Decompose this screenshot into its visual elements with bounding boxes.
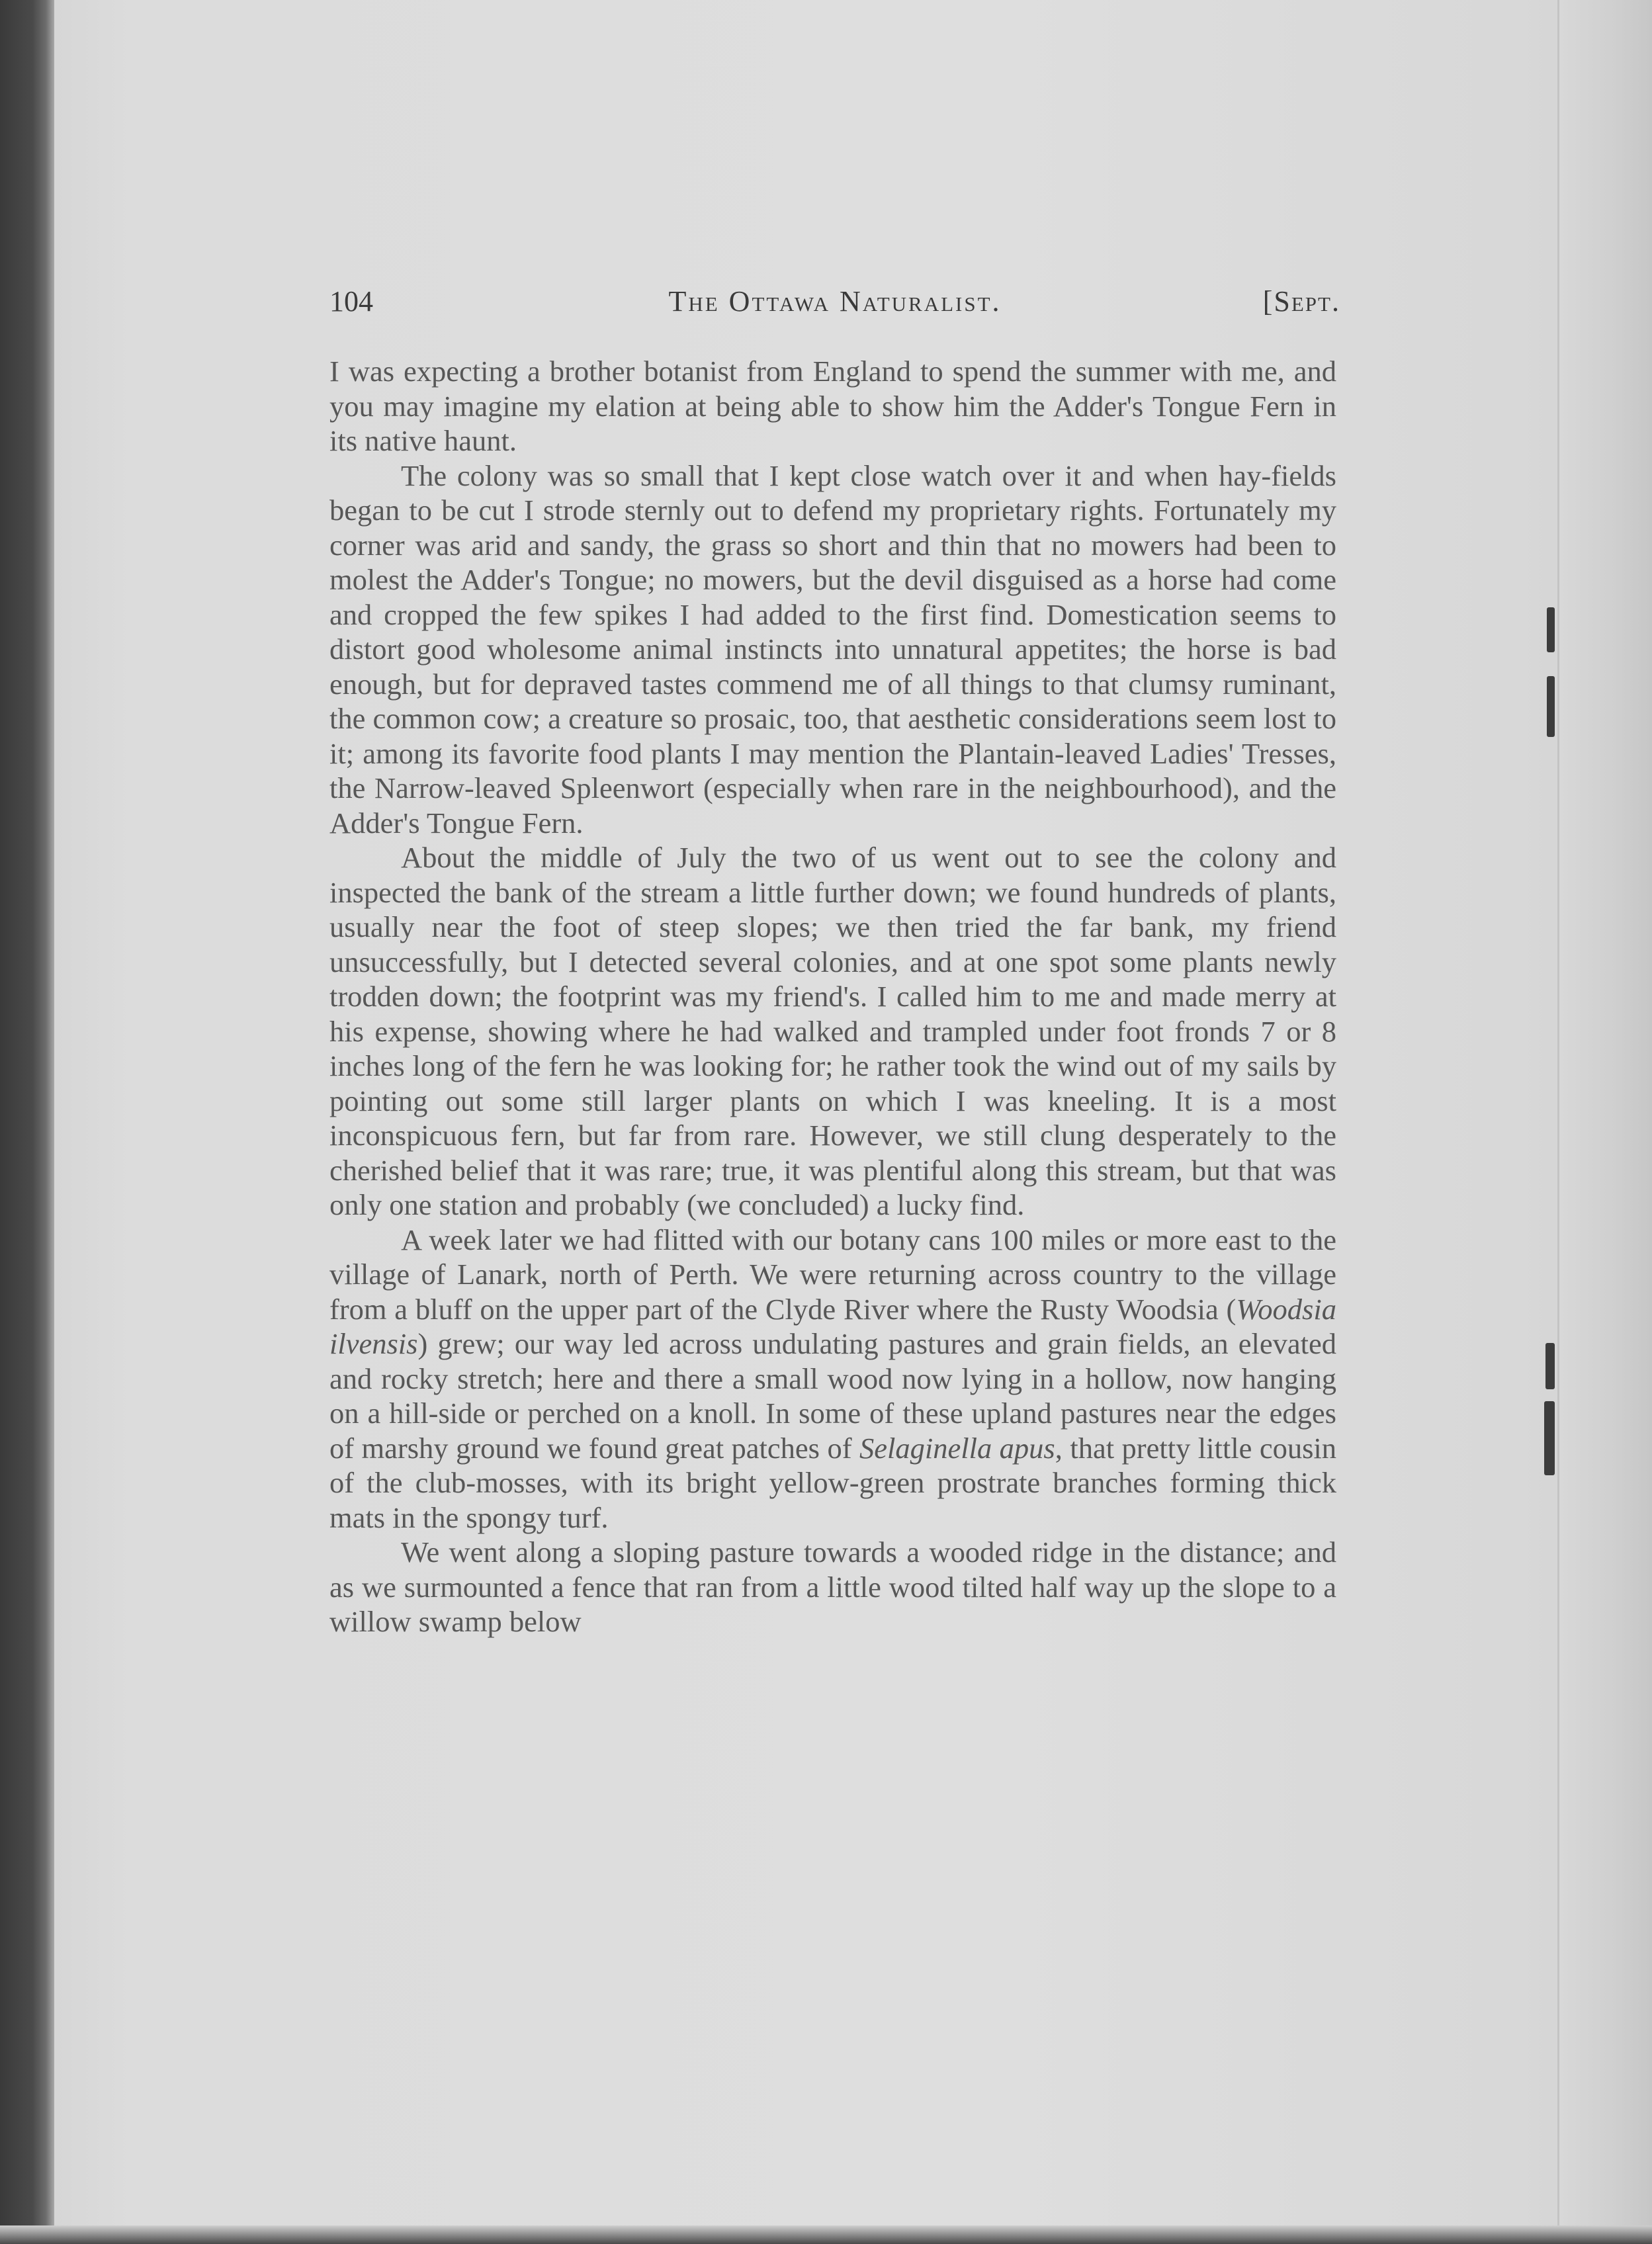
paragraph-1: I was expecting a brother botanist from England to spend the summer with me, and you may imagine my elation at being able to show him the Adder's Tongue Fern in its native haunt.	[329, 355, 1336, 457]
running-header	[329, 284, 1340, 324]
paragraph-5: We went along a sloping pasture towards a wooded ridge in the distance; and as we surmounted a fence that ran from a little wood tilted half way up the slope to a willow swamp below	[329, 1535, 1336, 1638]
scan-artifact-mark	[1545, 1343, 1555, 1389]
book-binding-edge	[0, 0, 54, 2244]
scan-artifact-mark	[1547, 607, 1555, 652]
species-name-woodsia: Woodsia ilvensis	[329, 1292, 1336, 1360]
paragraph-4	[329, 1223, 1336, 1535]
paragraph-2: The colony was so small that I kept close watch over it and when hay-fields began to be cut I strode sternly out to defend my proprietary rights. Fortunately my corner was arid and sandy, the grass so short and thin that no mowers had been to molest the Adder's Tongue; no mowers, but the devil disguised as a horse had come and cropped the few spikes I had added to the first find. Domestication seems to distort good wholesome animal instincts into unnatural appetites; the horse is bad enough, but for depraved tastes commend me of all things to that clumsy ruminant, the common cow; a creature so prosaic, too, that aesthetic considerations seem lost to it; among its favorite food plants I may mention the Plantain-leaved Ladies' Tresses, the Narrow-leaved Spleenwort (especially when rare in the neighbourhood), and the Adder's Tongue Fern.	[329, 458, 1336, 840]
paragraph-4-text-b: ) grew; our way led across undulating pastures and grain fields, an elevated and rocky stretch; here and there a small wood now lying in a hollow, now hanging on a hill-side or perched on a knoll. In some of these upland pastures near the edges of marshy ground we found great patches of	[329, 1327, 1336, 1465]
paragraph-4-text-a: A week later we had flitted with our botany cans 100 miles or more east to the village of Lanark, north of Perth. We were returning across country to the village from a bluff on the upper part of the Clyde River where the Rusty Woodsia (	[329, 1223, 1336, 1326]
article-body	[329, 354, 1336, 1639]
page-number: 104	[329, 285, 373, 318]
issue-month: [Sept.	[1262, 285, 1340, 318]
journal-title: The Ottawa Naturalist.	[668, 285, 1002, 318]
scan-artifact-mark	[1544, 1401, 1555, 1475]
page-bottom-shadow	[0, 2225, 1652, 2244]
paragraph-4-text-c: , that pretty little cousin of the club-mosses, with its bright yellow-green prostrate branches forming thick mats in the spongy turf.	[329, 1431, 1337, 1534]
adjacent-page-edge	[1557, 0, 1652, 2244]
scan-artifact-mark	[1547, 676, 1555, 737]
paragraph-3: About the middle of July the two of us went out to see the colony and inspected the bank of the stream a little further down; we found hundreds of plants, usually near the foot of steep slopes; we then tried the far bank, my friend unsuccessfully, but I detected several colonies, and at one spot some plants newly trodden down; the footprint was my friend's. I called him to me and made merry at his expense, showing where he had walked and trampled under foot fronds 7 or 8 inches long of the fern he was looking for; he rather took the wind out of my sails by pointing out some still larger plants on which I was kneeling. It is a most inconspicuous fern, but far from rare. However, we still clung desperately to the cherished belief that it was rare; true, it was plentiful along this stream, but that was only one station and probably (we concluded) a lucky find.	[329, 841, 1336, 1221]
species-name-selaginella: Selaginella apus	[859, 1431, 1055, 1465]
